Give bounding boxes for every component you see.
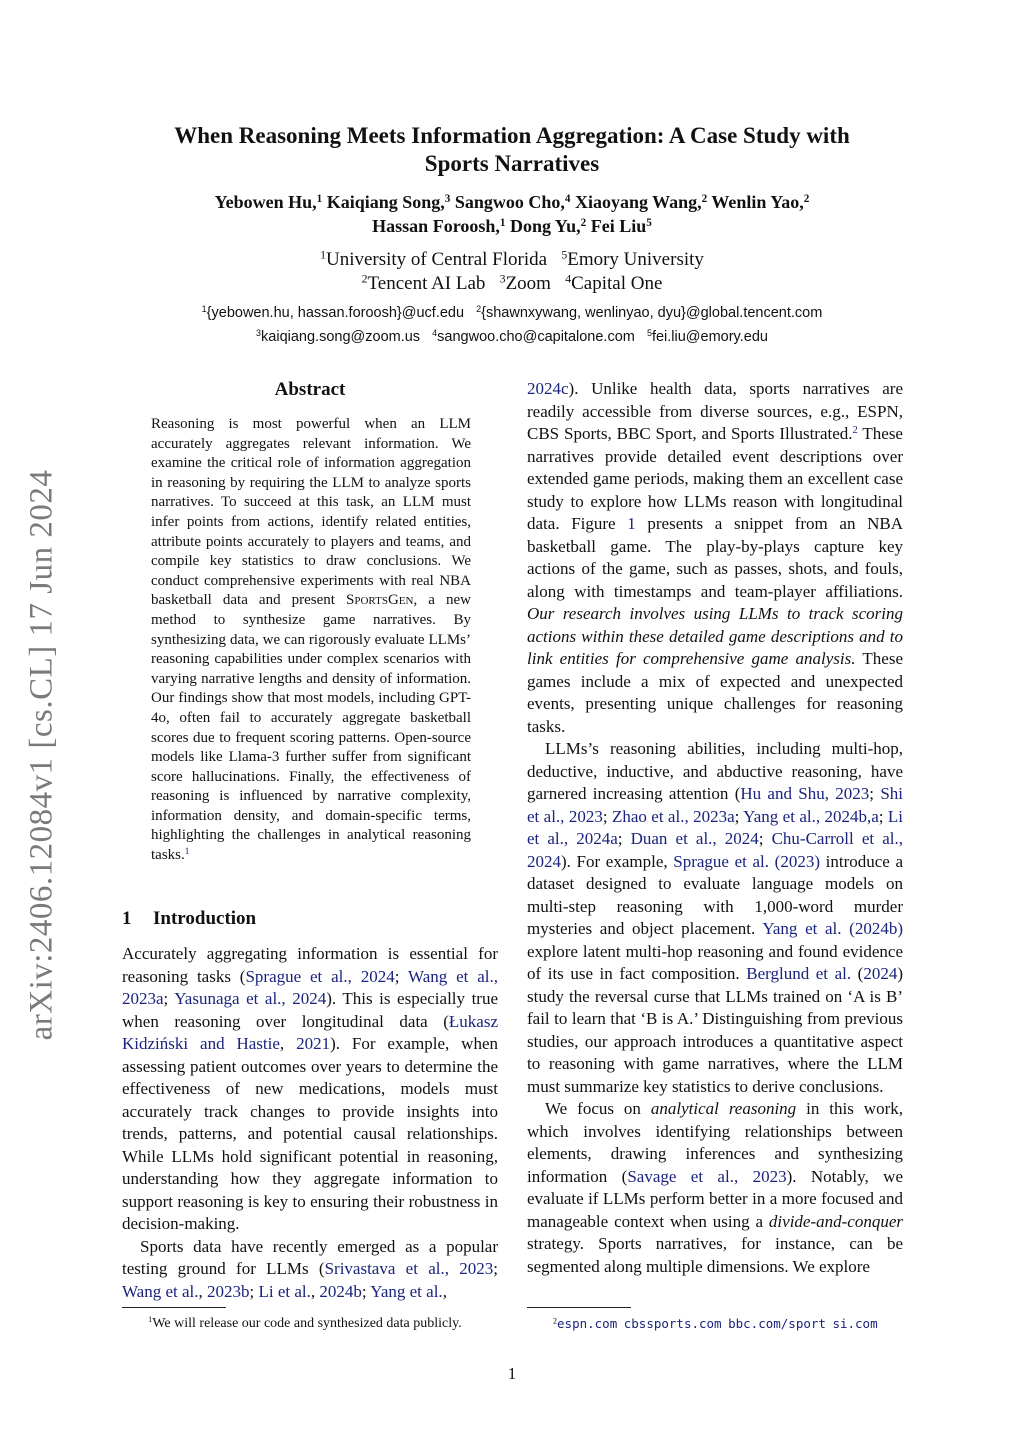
citation-link[interactable]: Yang et al. (370, 1281, 443, 1301)
affil-mark: 1 (320, 248, 326, 262)
text: ; (361, 1281, 371, 1301)
author-name: Fei Liu (590, 216, 647, 236)
section-title: Introduction (153, 908, 257, 929)
text: , (198, 1281, 208, 1301)
email-emory: fei.liu@emory.edu (651, 329, 768, 345)
section-number: 1 (122, 908, 132, 929)
figure-1-link[interactable]: 1 (627, 514, 636, 533)
affiliations (100, 248, 924, 296)
text: LLMs’s reasoning abilities, including multi-hop, deductive, inductive, and abductive reasoning, have garnered increasing attention ( (527, 739, 903, 803)
affil-capital-one: Capital One (571, 273, 663, 294)
emphasis-text: divide-and-conquer (768, 1211, 903, 1231)
author-affil-mark: 4 (564, 192, 571, 205)
text: ; (617, 829, 631, 848)
footnote-text: We will release our code and synthesized data publicly. (152, 1316, 462, 1331)
citation-link[interactable]: 2023b (207, 1281, 250, 1301)
abstract-body (151, 415, 471, 866)
paragraph (122, 943, 498, 1236)
citation-link[interactable]: Hu and Shu, 2023 (740, 784, 870, 803)
email-tencent: {shawnxywang, wenlinyao, dyu}@global.tencent.com (481, 305, 823, 321)
right-column-body (527, 378, 903, 1278)
paragraph (122, 1236, 498, 1304)
email-capital-one: sangwoo.cho@capitalone.com (437, 329, 635, 345)
text: ). Notably, we evaluate if LLMs perform better in a more focused and manageable context when using a (527, 1166, 904, 1231)
author-affil-mark: 1 (316, 192, 323, 205)
author-name: Sangwoo Cho, (454, 192, 565, 212)
section-heading-introduction (122, 908, 256, 930)
citation-link[interactable]: 2024 (863, 964, 898, 983)
author-name: Kaiqiang Song, (326, 192, 445, 212)
abstract-text: Reasoning is most powerful when an LLM accurately aggregates relevant information. We examine the critical role of information aggregation in reasoning by requiring the LLM to analyze sports narratives. To succeed at this task, an LLM must infer points from actions, identify related entities, attribute points accurately to players and teams, and compile key statistics to draw conclusions. We conduct comprehensive experiments with real NBA basketball data and present (151, 416, 471, 609)
footnote-1 (122, 1316, 498, 1332)
text: presents a snippet from an NBA basketball game. The play-by-plays capture key actions of the game, such as passes, shots, and fouls, along with timestamps and team-player affiliations. (527, 514, 903, 601)
text: ). For example, when assessing patient outcomes over years to determine the effectiveness of new medications, models must accurately track changes to provide insights into trends, patterns, and potential causal relationships. While LLMs hold significant potential in reasoning, understanding how they aggregate information to support reasoning is key to ensuring their robustness in decision-making. (122, 1034, 498, 1233)
author-name: Wenlin Yao, (711, 192, 804, 212)
citation-link[interactable]: Wang et al. (122, 1281, 199, 1301)
email-mark: 5 (646, 328, 652, 339)
author-affil-mark: 5 (646, 216, 652, 229)
arxiv-sidebar-stamp (12, 455, 72, 1055)
text: ( (851, 964, 864, 983)
text: ; (734, 806, 744, 826)
citation-link[interactable]: Chu-Carroll et al., 2024 (527, 829, 903, 871)
author-affil-mark: 1 (499, 216, 506, 229)
email-mark: 4 (432, 328, 438, 339)
footnote-rule-right (527, 1307, 631, 1308)
affil-emory: Emory University (567, 249, 704, 270)
email-zoom: kaiqiang.song@zoom.us (261, 329, 421, 345)
affil-ucf: University of Central Florida (325, 249, 548, 270)
author-affil-mark: 3 (444, 192, 451, 205)
email-mark: 2 (476, 304, 482, 315)
text: ; (758, 829, 772, 848)
text: , (279, 1034, 297, 1053)
author-name: Dong Yu, (509, 216, 581, 236)
citation-link[interactable]: Shi et al., 2023 (527, 784, 903, 826)
arxiv-id-text: arXiv:2406.12084v1 [cs.CL] 17 Jun 2024 (23, 469, 60, 1041)
citation-link[interactable]: Sprague et al. (2023) (673, 851, 820, 871)
footnote-link-espn[interactable]: espn.com (557, 1316, 618, 1331)
citation-link[interactable]: Wang et al., 2023a (122, 966, 498, 1008)
affil-tencent: Tencent AI Lab (367, 273, 486, 294)
paragraph-continued (527, 378, 903, 738)
citation-link[interactable]: Łukasz Kidziński and Hastie (122, 1011, 498, 1053)
text: ; (878, 806, 888, 826)
text: ; (394, 966, 409, 986)
text: ). Unlike health data, sports narratives are readily accessible from diverse sources, e.g., ESPN, CBS Sports, BBC Sport, and Sports Illustrated. (527, 379, 903, 443)
text: , (442, 1281, 447, 1301)
citation-link[interactable]: Srivastava et al., 2023 (324, 1259, 494, 1278)
citation-link[interactable]: Savage et al., 2023 (627, 1166, 787, 1186)
paragraph (527, 738, 903, 1098)
footnote-2 (527, 1316, 903, 1332)
footnote-2-link[interactable]: 2 (852, 425, 858, 437)
text: in this work, which involves identifying relationships between elements, drawing inferences and synthesizing information ( (527, 1099, 903, 1186)
text: ; (163, 989, 175, 1008)
abstract-text: , a new method to synthesize game narratives. By synthesizing data, we can rigorously evaluate LLMs’ reasoning capabilities under complex scenarios with varying narrative lengths and density of information. Our findings show that most models, including GPT-4o, often fail to accurately aggregate basketball scores due to frequent scoring patterns. Open-source models like Llama-3 further suffer from significant score hallucinations. Finally, the effectiveness of reasoning is influenced by narrative complexity, information density, and domain-specific terms, highlighting the challenges in analytical reasoning tasks. (151, 592, 471, 864)
author-affil-mark: 2 (701, 192, 708, 205)
text: These narratives provide detailed event descriptions over extended game periods, making them an excellent case study to explore how LLMs reason with longitudinal data. Figure (527, 424, 903, 533)
author-name: Hassan Foroosh, (372, 216, 500, 236)
text: explore latent multi-hop reasoning and found evidence of its use in fact composition. (527, 941, 903, 983)
page-number: 1 (507, 1364, 517, 1383)
title-line-1: When Reasoning Meets Information Aggregation: A Case Study with (174, 123, 850, 148)
text: ; (249, 1281, 259, 1301)
text: , (310, 1281, 320, 1301)
author-name: Xiaoyang Wang, (574, 192, 702, 212)
affil-zoom: Zoom (505, 273, 551, 294)
text: We focus on (545, 1099, 651, 1118)
text: These games include a mix of expected and unexpected events, presenting unique challenges for reasoning tasks. (527, 649, 903, 736)
emphasis-text: analytical reasoning (650, 1099, 797, 1118)
citation-link[interactable]: 2024b (319, 1281, 362, 1301)
affil-mark: 4 (565, 272, 572, 286)
footnote-link-cbssports[interactable]: cbssports.com (623, 1316, 722, 1331)
left-column-body (122, 943, 498, 1303)
author-affil-mark: 2 (803, 192, 810, 205)
citation-link[interactable]: 2021 (296, 1034, 331, 1053)
footnote-1-link[interactable]: 1 (184, 846, 190, 857)
citation-link[interactable]: Yang et al., 2024b,a (743, 806, 879, 826)
email-ucf: {yebowen.hu, hassan.foroosh}@ucf.edu (206, 305, 465, 321)
email-mark: 3 (256, 328, 262, 339)
footnote-mark: 1 (148, 1314, 153, 1325)
affil-mark: 2 (361, 272, 368, 286)
paragraph (527, 1098, 903, 1278)
email-list (100, 301, 924, 349)
citation-link[interactable]: Zhao et al., 2023a (611, 806, 735, 826)
citation-link[interactable]: Sprague et al., 2024 (245, 966, 395, 986)
author-name: Yebowen Hu, (214, 192, 317, 212)
emphasis-text: Our research involves using LLMs to track scoring actions within these detailed game descriptions and to link entities for comprehensive game analysis. (527, 604, 903, 668)
text: ; (493, 1259, 498, 1278)
method-name-sportsgen: SportsGen (346, 592, 414, 609)
footnote-link-bbc-sport[interactable]: bbc.com/sport (728, 1316, 826, 1331)
citation-link[interactable]: Yasunaga et al., 2024 (174, 989, 327, 1008)
citation-link[interactable]: Duan et al., 2024 (630, 829, 759, 848)
text: ). For example, (561, 851, 674, 871)
footnote-link-si[interactable]: si.com (832, 1316, 878, 1331)
abstract-heading: Abstract (274, 379, 346, 400)
text: Sports data have recently emerged as a popular testing ground for LLMs ( (122, 1236, 498, 1278)
affil-mark: 3 (499, 272, 506, 286)
citation-link[interactable]: Li et al. (258, 1281, 311, 1301)
text: ) study the reversal curse that LLMs trained on ‘A is B’ fail to learn that ‘B is A.’ Distinguishing from previous studies, our approach introduces a quantitative aspect to reasoning with game narratives, where the LLM must summarize key statistics to derive conclusions. (527, 964, 903, 1096)
text: Accurately aggregating information is essential for reasoning tasks ( (122, 944, 498, 986)
footnote-mark: 2 (553, 1316, 558, 1326)
text: ; (602, 806, 612, 826)
title-line-2: Sports Narratives (424, 151, 600, 176)
email-mark: 1 (201, 304, 207, 315)
citation-link[interactable]: Li et al., 2024a (527, 806, 904, 848)
text: introduce a dataset designed to evaluate language models on multi-step reasoning with 1,000-word murder mysteries and object placement. (527, 851, 903, 938)
text: ). This is especially true when reasoning over longitudinal data ( (122, 989, 499, 1031)
affil-mark: 5 (561, 248, 568, 262)
footnote-rule-left (122, 1307, 226, 1308)
text: strategy. Sports narratives, for instance, can be segmented along multiple dimensions. We explore (527, 1234, 903, 1276)
citation-link[interactable]: 2024c (527, 379, 569, 398)
citation-link[interactable]: Berglund et al. (746, 964, 852, 983)
citation-link[interactable]: Yang et al. (2024b) (762, 919, 903, 938)
text: ; (869, 784, 881, 803)
author-affil-mark: 2 (580, 216, 587, 229)
author-list (100, 190, 924, 238)
paper-title (100, 122, 924, 178)
